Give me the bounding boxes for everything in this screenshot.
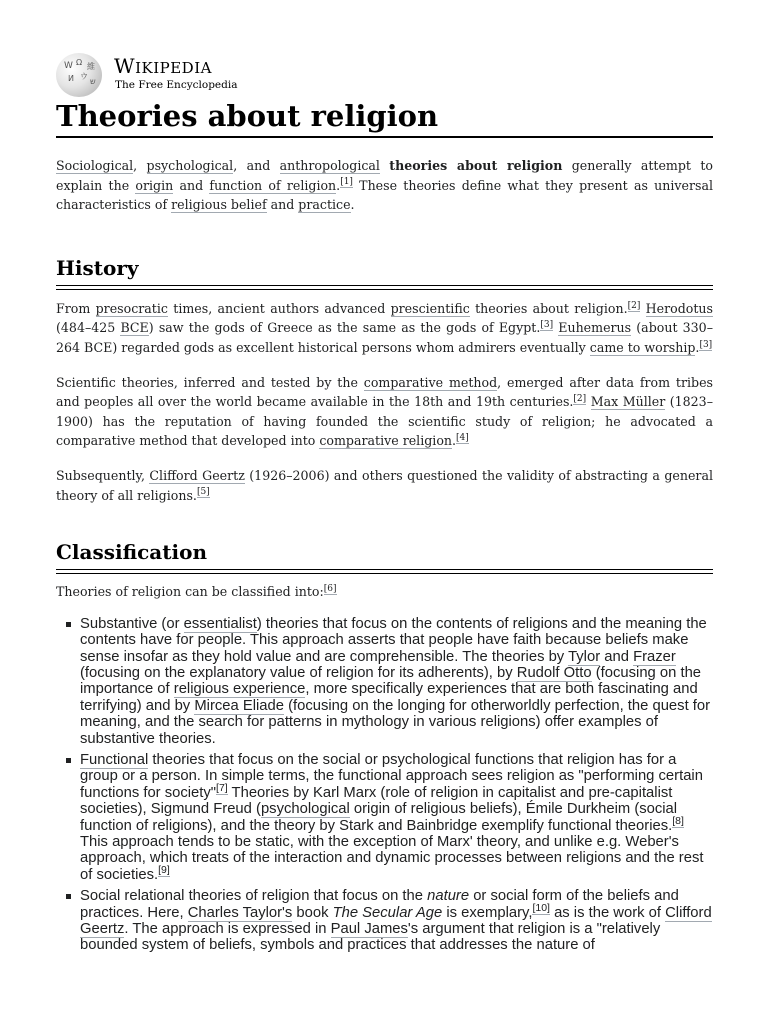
link-paul-james[interactable]: Paul James [330, 921, 408, 938]
text: theories that focus on the social or psychological functions that religion has for a group or a person. In simple terms, the functional approach sees religion as "performing certain functions for society" [80, 751, 703, 801]
reference-label: [5] [196, 487, 210, 498]
link-presocratic[interactable]: presocratic [95, 300, 168, 316]
text: (focusing on the importance of [80, 664, 702, 698]
reference-label: [2] [573, 393, 587, 404]
reference-1[interactable] [340, 177, 353, 188]
text: , emerged after data from tribes and peoples all over the world became available in the 18th and 19th centuries. [56, 374, 713, 410]
link-essentialist[interactable]: essentialist [183, 615, 257, 632]
wordmark-initial: W [114, 54, 136, 78]
classification-list [56, 616, 713, 954]
wikipedia-wordmark[interactable] [114, 55, 212, 79]
text: and [600, 648, 634, 665]
text [380, 158, 389, 173]
bold-term: theories about religion [389, 158, 563, 173]
reference-8[interactable] [672, 815, 684, 828]
reference-label: [9] [158, 863, 170, 876]
wikipedia-globe-logo[interactable] [56, 53, 102, 97]
globe-glyph: Ω [76, 58, 83, 67]
reference-label: [6] [323, 583, 337, 594]
site-tagline: The Free Encyclopedia [115, 79, 238, 91]
link-prescientific[interactable]: prescientific [390, 300, 470, 316]
classification-intro [56, 582, 713, 602]
text: , more specifically experiences that are both fascinating and terrifying) and by [80, 681, 698, 714]
text: (1926–2006) and others questioned the validity of abstracting a general theory of all religions. [56, 467, 713, 503]
text: theories about religion. [469, 300, 628, 316]
text: This approach tends to be static, with the exception of Marx' theory, and unlike e.g. Weber's approach, which treats of the interaction and dynamic processes between religions and the rest of societies. [80, 834, 704, 883]
reference-label: [3] [699, 339, 713, 350]
globe-glyph: ש [90, 77, 96, 86]
link-euhemerus[interactable]: Euhemerus [558, 320, 632, 336]
book-title: The Secular Age [332, 904, 443, 921]
text: . [695, 339, 700, 355]
text: or social form of the beliefs and practices. Here, [80, 888, 679, 921]
reference-label: [2] [627, 300, 641, 311]
wordmark-rest: IKIPEDIA [135, 59, 212, 77]
text: (484–425 [56, 320, 121, 336]
text: as is the work of [549, 904, 666, 921]
text: generally attempt to explain the [56, 158, 713, 193]
reference-9[interactable] [158, 864, 170, 877]
text: Subsequently, [56, 467, 150, 483]
link-comparative-religion[interactable]: comparative religion [319, 433, 453, 449]
link-comparative-method[interactable]: comparative method [363, 374, 498, 390]
section-heading-classification: Classification [56, 538, 713, 570]
reference-6[interactable] [324, 584, 337, 595]
link-psychological[interactable]: psychological [260, 801, 350, 818]
link-practice[interactable]: practice [298, 197, 351, 213]
text: ) saw the gods of Greece as the same as the gods of Egypt. [148, 320, 541, 336]
reference-2[interactable] [628, 301, 641, 312]
link-charles-taylor[interactable]: Charles Taylor's [187, 904, 293, 921]
emphasis: nature [427, 888, 470, 905]
text: ) theories that focus on the contents of religions and the meaning the contents have for people. This approach asserts that people have faith because beliefs make sense insofar as they hold value and are comprehensible. The theories by [80, 615, 707, 665]
section-heading-history: History [56, 254, 713, 286]
text: . The approach is expressed in [124, 921, 331, 938]
globe-glyph: ウ [80, 72, 88, 81]
text: Social relational theories of religion that focus on the [80, 888, 428, 905]
reference-label: [8] [672, 814, 684, 827]
link-max-muller[interactable]: Max Müller [590, 394, 666, 410]
link-mircea-eliade[interactable]: Mircea Eliade [194, 697, 284, 714]
link-sociological[interactable]: Sociological [56, 158, 134, 173]
link-herodotus[interactable]: Herodotus [645, 300, 713, 316]
reference-4[interactable] [456, 433, 469, 444]
text: From [56, 300, 96, 316]
text: and [173, 177, 210, 193]
text: , and [233, 158, 280, 173]
link-religious-belief[interactable]: religious belief [171, 197, 267, 213]
link-bce[interactable]: BCE [120, 320, 149, 336]
link-frazer[interactable]: Frazer [633, 648, 676, 665]
globe-glyph: 維 [87, 62, 95, 71]
text: These theories define what they present as universal characteristics of [56, 177, 714, 213]
text: book [292, 904, 333, 921]
text: Theories of religion can be classified into: [56, 584, 324, 600]
text: . [452, 433, 457, 449]
link-came-to-worship[interactable]: came to worship [589, 339, 696, 355]
text [586, 394, 591, 409]
text: times, ancient authors advanced [167, 300, 391, 316]
reference-label: [1] [340, 177, 353, 188]
link-origin[interactable]: origin [135, 177, 174, 193]
list-item [80, 888, 713, 954]
link-rudolf-otto[interactable]: Rudolf Otto [516, 664, 592, 681]
link-clifford-geertz[interactable]: Clifford Geertz [80, 904, 712, 938]
text: (about 330–264 BCE) regarded gods as excellent historical persons whom admirers eventually [56, 320, 713, 355]
reference-7[interactable] [216, 782, 228, 795]
reference-10[interactable] [532, 902, 550, 915]
history-paragraph-3 [56, 466, 713, 505]
link-functional[interactable]: Functional [80, 751, 149, 768]
text: origin of religious beliefs), Émile Durkheim (social function of religions), and the theory by Stark and Bainbridge exemplify functional theories. [80, 801, 678, 834]
reference-label: [4] [456, 433, 469, 444]
link-tylor[interactable]: Tylor [568, 648, 601, 665]
link-function-of-religion[interactable]: function of religion [209, 177, 337, 193]
reference-label: [10] [532, 901, 550, 914]
text: 's argument that religion is a "relatively bounded system of beliefs, symbols and practices that addresses the nature of [80, 921, 661, 954]
history-paragraph-1 [56, 299, 713, 358]
globe-glyph: W [64, 61, 73, 71]
text: , [133, 158, 147, 173]
article-body [56, 156, 713, 959]
list-item [80, 752, 713, 883]
link-psychological[interactable]: psychological [146, 158, 234, 173]
page-title: Theories about religion [56, 96, 713, 138]
reference-5[interactable] [197, 487, 210, 498]
link-anthropological[interactable]: anthropological [279, 158, 380, 173]
reference-label: [7] [216, 781, 228, 794]
text: . [350, 197, 355, 213]
reference-2[interactable] [573, 394, 586, 405]
text: Theories by Karl Marx (role of religion in capitalist and pre-capitalist societies), Sigmund Freud ( [80, 784, 673, 818]
text: Scientific theories, inferred and tested by the [56, 374, 364, 390]
site-header [56, 53, 713, 99]
text: and [266, 197, 299, 213]
text: . [336, 177, 341, 193]
link-clifford-geertz[interactable]: Clifford Geertz [149, 467, 245, 483]
reference-label: [3] [540, 320, 554, 331]
text: (1823–1900) has the reputation of having founded the scientific study of religion; he advocated a comparative method that developed into [56, 394, 713, 449]
text: Substantive (or [80, 615, 184, 632]
reference-3[interactable] [540, 320, 553, 331]
history-paragraph-2 [56, 373, 713, 451]
text [640, 301, 645, 316]
globe-glyph: И [68, 74, 74, 83]
intro-paragraph [56, 156, 713, 215]
list-item [80, 616, 713, 747]
text: is exemplary, [442, 904, 533, 921]
link-religious-experience[interactable]: religious experience [173, 681, 306, 698]
reference-3[interactable] [699, 340, 712, 351]
text: (focusing on the explanatory value of religion for its adherents), by [80, 664, 517, 681]
text: (focusing on the longing for otherworldly perfection, the quest for meaning, and the search for patterns in mythology in various religions) offer examples of substantive theories. [80, 697, 711, 747]
